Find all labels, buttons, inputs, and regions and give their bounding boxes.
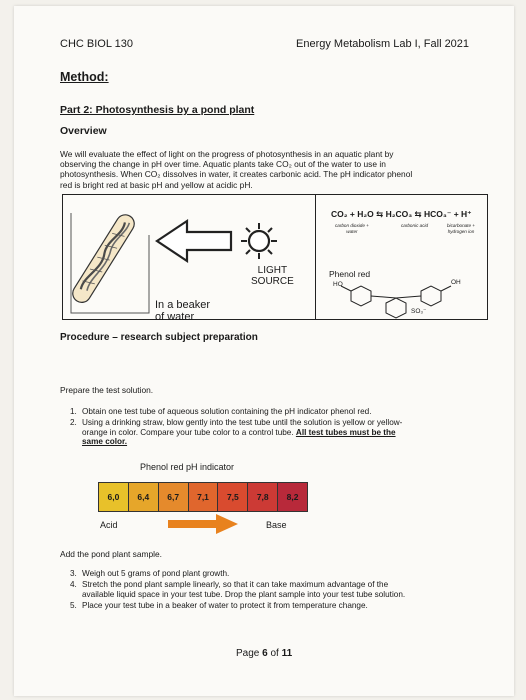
ph-cell: 6,4: [129, 483, 159, 511]
page-current: 6: [262, 648, 268, 659]
list-number: 2.: [70, 418, 77, 427]
phenol-red-label: Phenol red: [329, 269, 371, 279]
course-code: CHC BIOL 130: [60, 38, 133, 50]
list-item: [70, 580, 502, 599]
eq-sub-label: bicarbonate +: [447, 223, 475, 228]
document-page: [14, 6, 514, 696]
page-prefix: Page: [236, 648, 263, 659]
eq-sub-label: hydrogen ion: [447, 228, 475, 234]
list-line: available liquid space in your test tube. Drop the plant sample into your test tube solution.: [82, 589, 406, 599]
overview-paragraph: [60, 149, 490, 190]
eq-sub-label: carbon dioxide +: [335, 223, 369, 228]
list-emphasis: All test tubes must be the: [295, 427, 396, 437]
carbonic-equation: CO₂ + H₂O ⇆ H₂CO₃ ⇆ HCO₃⁻ + H⁺: [331, 209, 472, 219]
list-item: [70, 418, 492, 447]
ph-color-scale: [98, 482, 308, 512]
light-source-label-line: LIGHT: [257, 265, 288, 276]
list-number: 3.: [70, 569, 77, 578]
list-line: Using a drinking straw, blow gently into the test tube until the solution is yellow or yellow-: [82, 418, 403, 427]
oh-label: OH: [451, 279, 461, 286]
part2-heading: Part 2: Photosynthesis by a pond plant: [60, 104, 255, 116]
phenol-red-structure: [321, 281, 485, 319]
overview-heading: Overview: [60, 125, 107, 137]
eq-sub-carbonic: carbonic acid: [401, 223, 429, 228]
figure-divider: [315, 195, 316, 319]
beaker-label: [155, 299, 210, 323]
right-arrow-icon: [168, 514, 240, 534]
overview-line: red is bright red at basic pH and yellow at acidic pH.: [60, 179, 253, 190]
list-item: [70, 407, 492, 417]
lab-title: Energy Metabolism Lab I, Fall 2021: [296, 38, 470, 50]
acid-label: Acid: [100, 520, 118, 530]
light-source-label: [251, 265, 294, 287]
prepare-line: Prepare the test solution.: [60, 385, 154, 395]
ph-cell: 7,5: [218, 483, 248, 511]
list-line: Obtain one test tube of aqueous solution containing the pH indicator phenol red.: [82, 407, 372, 416]
light-source-label-line: SOURCE: [251, 276, 294, 287]
beaker-label-line: In a beaker: [155, 299, 211, 311]
list-item: [70, 569, 502, 579]
ph-cell: 6,0: [99, 483, 129, 511]
page-of: of: [267, 648, 282, 659]
eq-sub-label: water: [346, 228, 358, 234]
list-number: 5.: [70, 601, 77, 610]
eq-sub-co2: [335, 223, 369, 234]
list-line: orange in color. Compare your tube color to a control tube.: [82, 427, 294, 437]
list-line: Stretch the pond plant sample linearly, so that it can take maximum advantage of the: [82, 580, 389, 589]
list-line: Weigh out 5 grams of pond plant growth.: [82, 569, 230, 578]
page-total: 11: [281, 648, 293, 659]
procedure-heading: Procedure – research subject preparation: [60, 332, 258, 343]
overview-line: photosynthesis. When CO₂ dissolves in water, it creates carbonic acid. The pH indicator phenol: [60, 169, 413, 180]
list-emphasis: same color.: [82, 437, 128, 447]
add-sample-line: Add the pond plant sample.: [60, 549, 162, 559]
beaker-label-line: of water: [155, 311, 195, 323]
light-source-icon: [241, 223, 277, 259]
base-label: Base: [266, 520, 287, 530]
ph-cell: 8,2: [278, 483, 307, 511]
photosynthesis-figure: [62, 194, 488, 323]
so3-label: SO₃⁻: [411, 308, 427, 315]
ph-cell: 7,1: [189, 483, 219, 511]
scale-title: Phenol red pH indicator: [140, 462, 235, 472]
list-number: 4.: [70, 580, 77, 589]
overview-line: We will evaluate the effect of light on the progress of photosynthesis in an aquatic plant by: [60, 149, 394, 159]
overview-line: observing the change in pH over time. Aquatic plants take CO₂ out of the water to use in: [60, 159, 386, 170]
eq-sub-bicarb: [447, 223, 475, 234]
list-line: Place your test tube in a beaker of water to protect it from temperature change.: [82, 601, 368, 610]
ph-cell: 7,8: [248, 483, 278, 511]
ho-label: HO: [333, 281, 343, 288]
light-arrow-icon: [157, 221, 231, 261]
ph-cell: 6,7: [159, 483, 189, 511]
list-number: 1.: [70, 407, 77, 416]
method-heading: Method:: [60, 70, 109, 84]
list-item: [70, 601, 502, 611]
page-number: [236, 648, 292, 659]
